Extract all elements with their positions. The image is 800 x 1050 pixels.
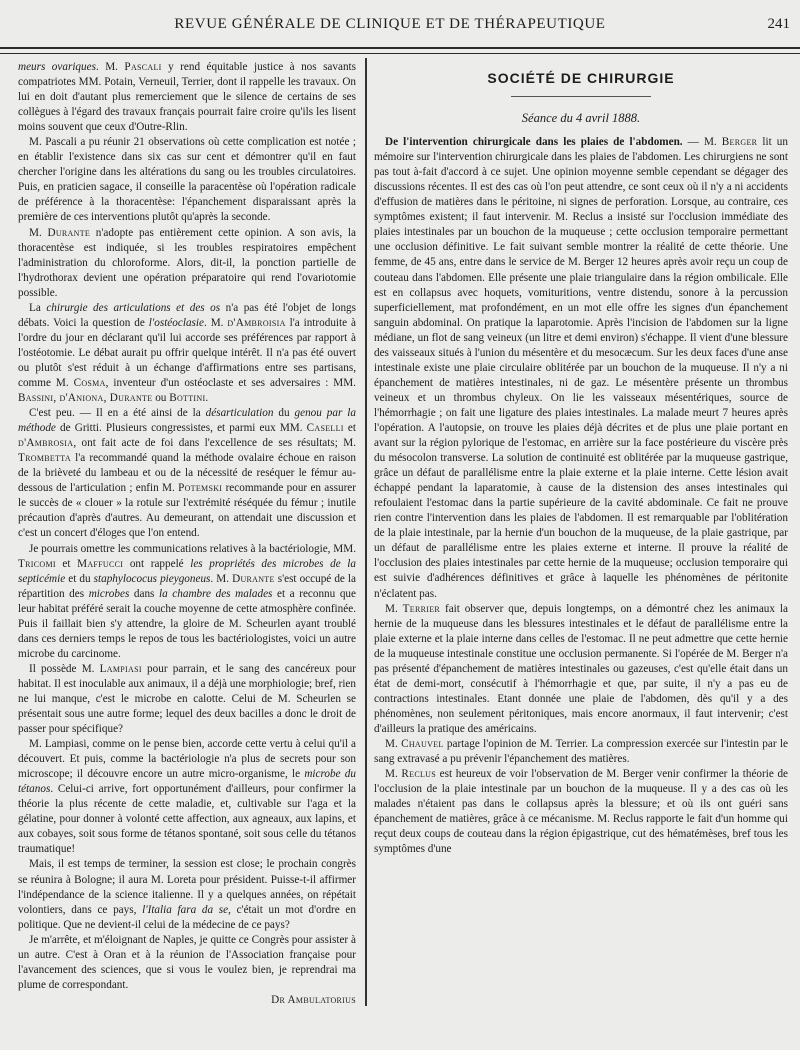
paragraph: Il possède M. Lampiasi pour parrain, et le sang des cancéreux pour habitat. Il est inoculable aux animaux, il a déjà une morphiologie; bref, rien ne lui manque, c'est le microbe en calotte. Celui de M. Scheurlen se présentait sous une autre forme; lequel des deux bacilles a donc le droit de passer pour spécifique? (18, 662, 356, 736)
column-divider (365, 58, 367, 1006)
page-number: 241 (767, 16, 790, 32)
paragraph: C'est peu. — Il en a été ainsi de la désarticulation du genou par la méthode de Gritti. Plusieurs congressistes, et parmi eux MM. Caselli et d'Ambrosia, ont fait acte de foi dans l'excellence de ses résultats; M. Trombetta l'a recommandé quand la méthode ovalaire échoue en raison de la brièveté du lambeau et ou de la nécessité de reséquer le fémur au-dessous de l'articulation ; enfin M. Potemski recommande pour en assurer le succès de « clouer » la rotule sur l'extrémité réséquée du fémur ; inutile précaution d'après d'autres. Au demeurant, on attendait une discussion et c'est un concert d'éloges que l'on entend. (18, 407, 356, 540)
paragraph: Je m'arrête, et m'éloignant de Naples, je quitte ce Congrès pour assister à un autre. C'est à Oran et à la réunion de l'Association française pour l'avancement des sciences, que si vous le voulez bien, je reprendrai ma plume de correspondant. (18, 933, 356, 991)
session-date: Séance du 4 avril 1888. (521, 111, 641, 126)
right-column (374, 60, 788, 1045)
paragraph: M. Chauvel partage l'opinion de M. Terrier. La compression exercée sur l'intestin par le sang extravasé a pu prévenir l'épanchement des matières. (374, 737, 788, 766)
paragraph: meurs ovariques. M. Pascali y rend équitable justice à nos savants compatriotes MM. Potain, Verneuil, Terrier, dont il rappelle les travaux. On lui en doit d'autant plus remerciement que le silence de certains de ses collègues à l'égard des travaux français pourrait faire croire qu'ils les lisent moins souvent que ceux d'Outre-Rlin. (18, 61, 356, 134)
journal-title: REVUE GÉNÉRALE DE CLINIQUE ET DE THÉRAPEUTIQUE (174, 16, 606, 32)
paragraph: De l'intervention chirurgicale dans les plaies de l'abdomen. — M. Berger lit un mémoire sur l'intervention chirurgicale dans les plaies de l'abdomen. Les chirurgiens ne sont pas tout à-fait d'accord à ce sujet. Une opinion moyenne semble cependant se dégager des discussions récentes. Il est des cas où l'on peut attendre, ce sont ceux où il n'y a ni accidents d'effusion de matières dans le péritoine, ni signes de perforation. Lorsque, au contraire, ces symptômes existent; il faut intervenir. M. Reclus a insisté sur l'occlusion immédiate des plaies intestinales par un bouchon de la muqueuse ; cette occlusion temporaire permettant une occlusion définitive. Le fait suivant semble montrer la réalité de cette théorie. Une femme, de 45 ans, entre dans le service de M. Berger 12 heures après avoir reçu un coup de couteau dans l'abdomen. Elle présente une plaie triangulaire dans la région ombilicale. Elle est en collapsus avec hoquets, vomituritions, ventre distendu, sonore à la percussion superficiellement, mat profondément, en un mot elle offre les signes d'un épanchement sanguin abdominal. On pratique la laparotomie. Après l'incision de l'abdomen sur la ligne médiane, un flot de sang veineux (un litre et demi environ) s'échappe. Il vient d'une blessure des vaisseaux situés à l'union du mésentère et du mesocæcum. Sur les deux faces d'une anse intestinale existe une plaie circulaire oblitérée par un bouchon de la muqueuse. Il n'y a ni épanchement de matières intestinales, ni de gaz. Le mésentère présente un thrombus veineux et un thrombus chyleux. On lie les vaisseaux mésentériques, source de l'hémorrhagie ; on fait une ligature des plaies intestinales. La malade meurt 7 heures après l'opération. A l'autopsie, on trouve les plaies déjà décrites et de plus une plaie portant en avant sur la région pylorique de l'estomac, en arrière sur la face postérieure du viscère près du mésocolon transverse. La solution de continuité est oblitérée par la muqueuse gastrique, grâce un défaut de parallélisme entre la plaie externe et la plaie interne. Cette lésion avait échappé pendant la laparatomie, à cause de la distension des anses intestinales qui refoulaient l'estomac dans la partie supérieure de la cavité abdominale. Ce fait ne prouve rien contre l'intervention dans les plaies de l'abdomen. Il est remarquable par l'oblitération de la plaie intestinale, par la hernie d'un bouchon de la muqueuse, de la plaie gastrique, par un défaut de parallélisme entre les plaies externe et interne. Il prouve la réalité de l'occlusion des plaies intestinales par cette hernie de la muqueuse; occlusion temporaire qui est suivie d'adhérences définitives et grâce à laquelle les phénomènes de péritonite n'éclatent pas. (374, 136, 788, 600)
section-rule (511, 96, 651, 97)
paragraph: La chirurgie des articulations et des os n'a pas été l'objet de longs débats. Voici la question de l'ostéoclasie. M. d'Ambroisia l'a introduite à l'ordre du jour en déclarant qu'il lui accorde ses préférences par rapport à l'ostéotomie. Le débat aurait pu offrir quelque intérêt. Il n'a pas été ouvert ou plutôt s'est réduit à un échange d'affirmations entre ses partisans, comme M. Cosma, inventeur d'un ostéoclaste et ses adversaires : MM. Bassini, d'Aniona, Durante ou Bottini. (18, 301, 356, 405)
paragraph: M. Durante n'adopte pas entièrement cette opinion. A son avis, la thoracentèse est indiquée, si les troubles respiratoires empêchent l'administration du chloroforme. Alors, dit-il, la ponction partielle de l'hydrothorax devient une opération préparatoire qui rend l'ovariotomie possible. (18, 226, 356, 299)
paragraph: Je pourrais omettre les communications relatives à la bactériologie, MM. Tricomi et Maffucci ont rappelé les propriétés des microbes de la septicémie et du staphylococus pieygoneus. M. Durante s'est occupé de la répartition des microbes dans la chambre des malades et a reconnu que leur habitat préféré serait la couche moyenne de cette atmosphère confinée. Puis il faillait bien s'y attendre, la gloire de M. Scheurlen ayant troublé dans ces derniers temps le repos de tous les bactériologistes, voici un autre microbe du carcinome. (18, 542, 356, 660)
paragraph: M. Reclus est heureux de voir l'observation de M. Berger venir confirmer la théorie de l'occlusion de la plaie intestinale par un bouchon de la muqueuse. Il y a des cas où les malades n'étaient pas dans le collapsus après la blessure; et où ils ont guéri sans épanchement de matières, grâce à ce mécanisme. M. Reclus rapporte le fait d'un homme qui reçut deux coups de couteau dans la région épigastrique, cut des hématémèses, bref tous les symptômes d'une (374, 768, 788, 856)
paragraph: M. Terrier fait observer que, depuis longtemps, on a démontré chez les animaux la hernie de la muqueuse dans les blessures intestinales et le défaut de parallélisme entre la plaie externe et la plaie interne dans celles de l'estomac. Il ne peut admettre que cette hernie de la muqueuse intestinale constitue une occlusion permanente. Si l'opérée de M. Berger n'a pas présenté d'épanchement de matières intestinales ou gazeuses, c'est qu'elle était dans un état de demi-mort, consécutif à l'hémorrhagie et que, par suite, il n'y a pas eu de contractions intestinales. Etant donnée une plaie de l'abdomen, dès qu'il y a des phénomènes, non seulement péritoniques, mais encore anormaux, il faut intervenir; c'est d'ailleurs la pratique des américains. (374, 602, 788, 735)
section-title: SOCIÉTÉ DE CHIRURGIE (487, 70, 675, 86)
signature: Dr Ambulatorius (271, 993, 356, 1006)
paragraph: M. Lampiasi, comme on le pense bien, accorde cette vertu à celui qu'il a découvert. Et puis, comme la bactériologie n'a plus de secrets pour son microscope; il découvre encore un autre micro-organisme, le microbe du tétanos. Celui-ci arrive, fort opportunément d'ailleurs, pour confirmer la théorie la plus récente de cette maladie, et, cultivable sur l'aga et la gélatine, pour donner à volonté cette affection, aux agneaux, aux lapins, et aux cobayes, soit sous forme de tétanos spontané, soit sous celle du tétanos traumatique! (18, 738, 356, 856)
left-column (18, 60, 356, 1045)
header-rule-thin (0, 53, 800, 54)
paragraph: M. Pascali a pu réunir 21 observations où cette complication est notée ; en établir l'existence dans six cas sur cent et démontrer qu'il en faut chercher l'origine dans les altérations du sang ou les troubles circulatoires. Puis, en praticien sagace, il conseille la paracentèse où l'opération radicale de préférence à la thoracentèse: l'épanchement disparaissant après la première de ces interventions plutôt qu'après la seconde. (18, 136, 356, 224)
running-header (0, 16, 800, 38)
paragraph: Mais, il est temps de terminer, la session est close; le prochain congrès se réunira à Bologne; il aura M. Loreta pour président. Puisse-t-il affirmer l'indépendance de la science italienne. Il y a quelques années, on répétait volontiers, dans ce pays, l'Italia fara da se, c'était un mot d'ordre en politique. Que ne devient-il celui de la médecine de ce pays? (18, 858, 356, 931)
header-rule (0, 47, 800, 49)
